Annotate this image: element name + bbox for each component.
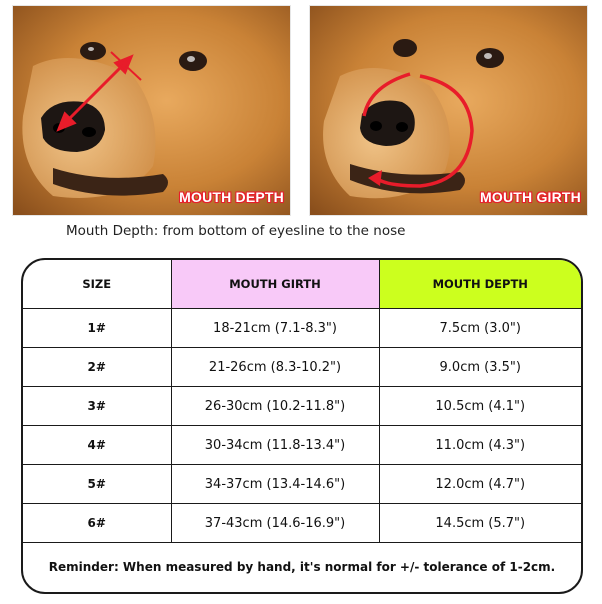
depth-cell: 10.5cm (4.1") [379, 387, 581, 426]
size-cell: 2# [23, 348, 171, 387]
girth-cell: 18-21cm (7.1-8.3") [171, 309, 379, 348]
mouth-girth-column-header: MOUTH GIRTH [171, 260, 379, 309]
girth-cell: 21-26cm (8.3-10.2") [171, 348, 379, 387]
mouth-girth-label: MOUTH GIRTH [480, 189, 581, 205]
mouth-depth-caption: Mouth Depth: from bottom of eyesline to the nose [66, 223, 406, 239]
table-row [23, 426, 581, 465]
girth-cell: 26-30cm (10.2-11.8") [171, 387, 379, 426]
table-row [23, 348, 581, 387]
size-chart-table [21, 258, 583, 594]
dog-face-image [13, 6, 291, 216]
girth-cell: 37-43cm (14.6-16.9") [171, 504, 379, 543]
depth-cell: 12.0cm (4.7") [379, 465, 581, 504]
tolerance-reminder: Reminder: When measured by hand, it's normal for +/- tolerance of 1-2cm. [48, 560, 556, 574]
mouth-depth-label: MOUTH DEPTH [179, 189, 284, 205]
table-row [23, 504, 581, 543]
table-row [23, 465, 581, 504]
mouth-depth-column-header: MOUTH DEPTH [379, 260, 581, 309]
dog-face-image [310, 6, 588, 216]
table-header-row [23, 260, 581, 309]
size-column-header: SIZE [23, 260, 171, 309]
girth-cell: 34-37cm (13.4-14.6") [171, 465, 379, 504]
size-cell: 3# [23, 387, 171, 426]
depth-cell: 9.0cm (3.5") [379, 348, 581, 387]
girth-cell: 30-34cm (11.8-13.4") [171, 426, 379, 465]
mouth-depth-photo [12, 5, 291, 216]
depth-cell: 7.5cm (3.0") [379, 309, 581, 348]
size-cell: 5# [23, 465, 171, 504]
table-row [23, 387, 581, 426]
size-cell: 6# [23, 504, 171, 543]
mouth-girth-photo [309, 5, 588, 216]
table-row [23, 309, 581, 348]
size-cell: 4# [23, 426, 171, 465]
depth-cell: 11.0cm (4.3") [379, 426, 581, 465]
depth-cell: 14.5cm (5.7") [379, 504, 581, 543]
size-cell: 1# [23, 309, 171, 348]
